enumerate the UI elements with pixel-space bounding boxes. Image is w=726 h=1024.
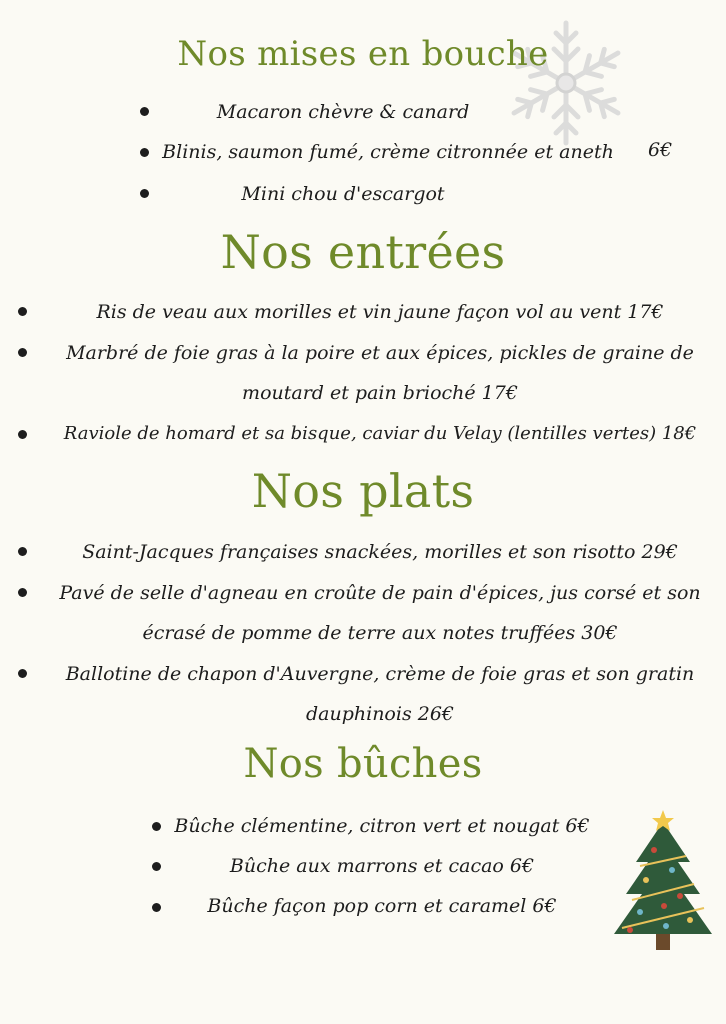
menu-item: Ballotine de chapon d'Auvergne, crème de foie gras et son gratin: [65, 663, 695, 685]
menu-item-continued: dauphinois 26€: [305, 703, 454, 725]
menu-item: Pavé de selle d'agneau en croûte de pain d'épices, jus corsé et son: [59, 582, 701, 604]
bullet: [140, 107, 149, 116]
section-title-mises-en-bouche: Nos mises en bouche: [177, 34, 549, 74]
menu-item: Macaron chèvre & canard: [216, 101, 470, 123]
menu-item: Bûche façon pop corn et caramel 6€: [207, 895, 557, 917]
bullet: [18, 669, 27, 678]
menu-item: Bûche aux marrons et cacao 6€: [229, 855, 535, 877]
menu-item: Raviole de homard et sa bisque, caviar du Velay (lentilles vertes) 18€: [63, 423, 697, 444]
bullet: [18, 547, 27, 556]
menu-item-continued: moutard et pain brioché 17€: [242, 382, 518, 404]
menu-item: Bûche clémentine, citron vert et nougat 6€: [174, 815, 590, 837]
section-title-buches: Nos bûches: [243, 741, 483, 787]
menu-item: Ris de veau aux morilles et vin jaune façon vol au vent 17€: [96, 301, 664, 323]
bullet: [152, 862, 161, 871]
bullet: [140, 189, 149, 198]
menu-item: Marbré de foie gras à la poire et aux épices, pickles de graine de: [66, 342, 694, 364]
menu-item: Saint-Jacques françaises snackées, morilles et son risotto 29€: [82, 541, 678, 563]
section-title-plats: Nos plats: [251, 464, 475, 518]
section-price: 6€: [648, 139, 673, 161]
bullet: [18, 430, 27, 439]
bullet: [18, 307, 27, 316]
christmas-tree-icon: [606, 808, 720, 954]
bullet: [140, 148, 149, 157]
bullet: [18, 348, 27, 357]
menu-item-continued: écrasé de pomme de terre aux notes truffées 30€: [142, 622, 618, 644]
menu-item: Blinis, saumon fumé, crème citronnée et aneth: [162, 141, 614, 163]
bullet: [152, 903, 161, 912]
section-title-entrees: Nos entrées: [220, 225, 506, 279]
menu-item: Mini chou d'escargot: [241, 183, 445, 205]
bullet: [18, 588, 27, 597]
bullet: [152, 822, 161, 831]
